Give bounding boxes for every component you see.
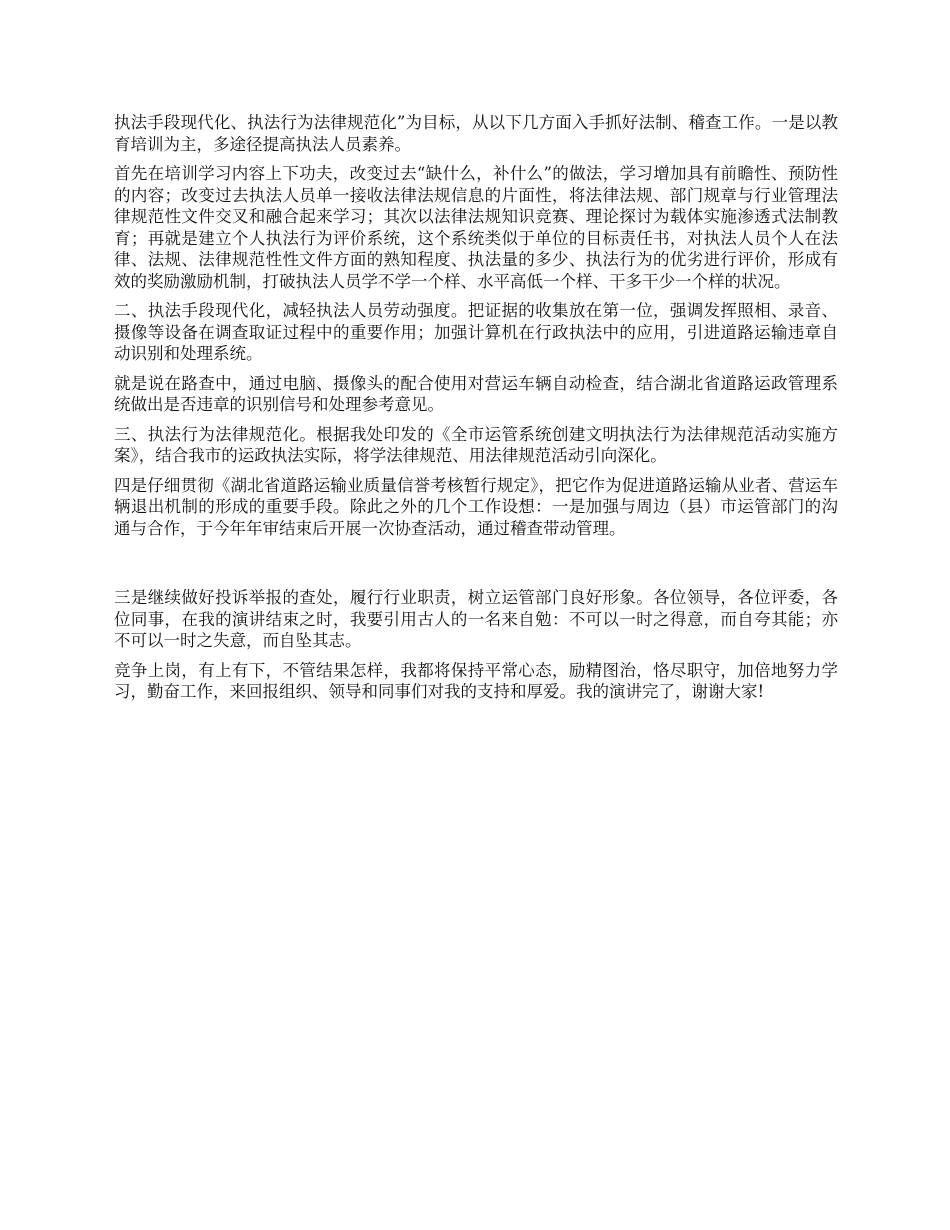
paragraph-2: 首先在培训学习内容上下功夫，改变过去“缺什么，补什么”的做法，学习增加具有前瞻性、预防性的内容；改变过去执法人员单一接收法律法规信息的片面性，将法律法规、部门规章与行业管理法律规范性文件交叉和融合起来学习；其次以法律法规知识竞赛、理论探讨为载体实施渗透式法制教育；再就是建立个人执法行为评价系统，这个系统类似于单位的目标责任书，对执法人员个人在法律、法规、法律规范性性文件方面的熟知程度、执法量的多少、执法行为的优劣进行评价，形成有效的奖励激励机制，打破执法人员学不学一个样、水平高低一个样、干多干少一个样的状况。 xyxy=(114,164,838,291)
paragraph-6: 四是仔细贯彻《湖北省道路运输业质量信誉考核暂行规定》，把它作为促进道路运输从业者、营运车辆退出机制的形成的重要手段。除此之外的几个工作设想：一是加强与周边（县）市运管部门的沟通与合作，于今年年审结束后开展一次协查活动，通过稽查带动管理。 xyxy=(114,475,838,538)
document-body xyxy=(114,112,838,711)
paragraph-7: 三是继续做好投诉举报的查处，履行行业职责，树立运管部门良好形象。各位领导，各位评委，各位同事，在我的演讲结束之时，我要引用古人的一名来自勉：不可以一时之得意，而自夸其能；亦不可以一时之失意，而自坠其志。 xyxy=(114,588,838,650)
paragraph-3: 二、执法手段现代化，减轻执法人员劳动强度。把证据的收集放在第一位，强调发挥照相、录音、摄像等设备在调查取证过程中的重要作用；加强计算机在行政执法中的应用，引进道路运输违章自动识别和处理系统。 xyxy=(114,301,838,363)
paragraph-1: 执法手段现代化、执法行为法律规范化”为目标，从以下几方面入手抓好法制、稽查工作。一是以教育培训为主，多途径提高执法人员素养。 xyxy=(114,113,838,154)
paragraph-4: 就是说在路查中，通过电脑、摄像头的配合使用对营运车辆自动检查，结合湖北省道路运政管理系统做出是否违章的识别信号和处理参考意见。 xyxy=(114,373,838,414)
paragraph-5: 三、执法行为法律规范化。根据我处印发的《全市运管系统创建文明执法行为法律规范活动实施方案》，结合我市的运政执法实际，将学法律规范、用法律规范活动引向深化。 xyxy=(114,424,838,465)
paragraph-gap xyxy=(114,547,838,587)
paragraph-8: 竞争上岗，有上有下，不管结果怎样，我都将保持平常心态，励精图治，恪尽职守，加倍地努力学习，勤奋工作，来回报组织、领导和同事们对我的支持和厚爱。我的演讲完了，谢谢大家! xyxy=(114,660,838,701)
